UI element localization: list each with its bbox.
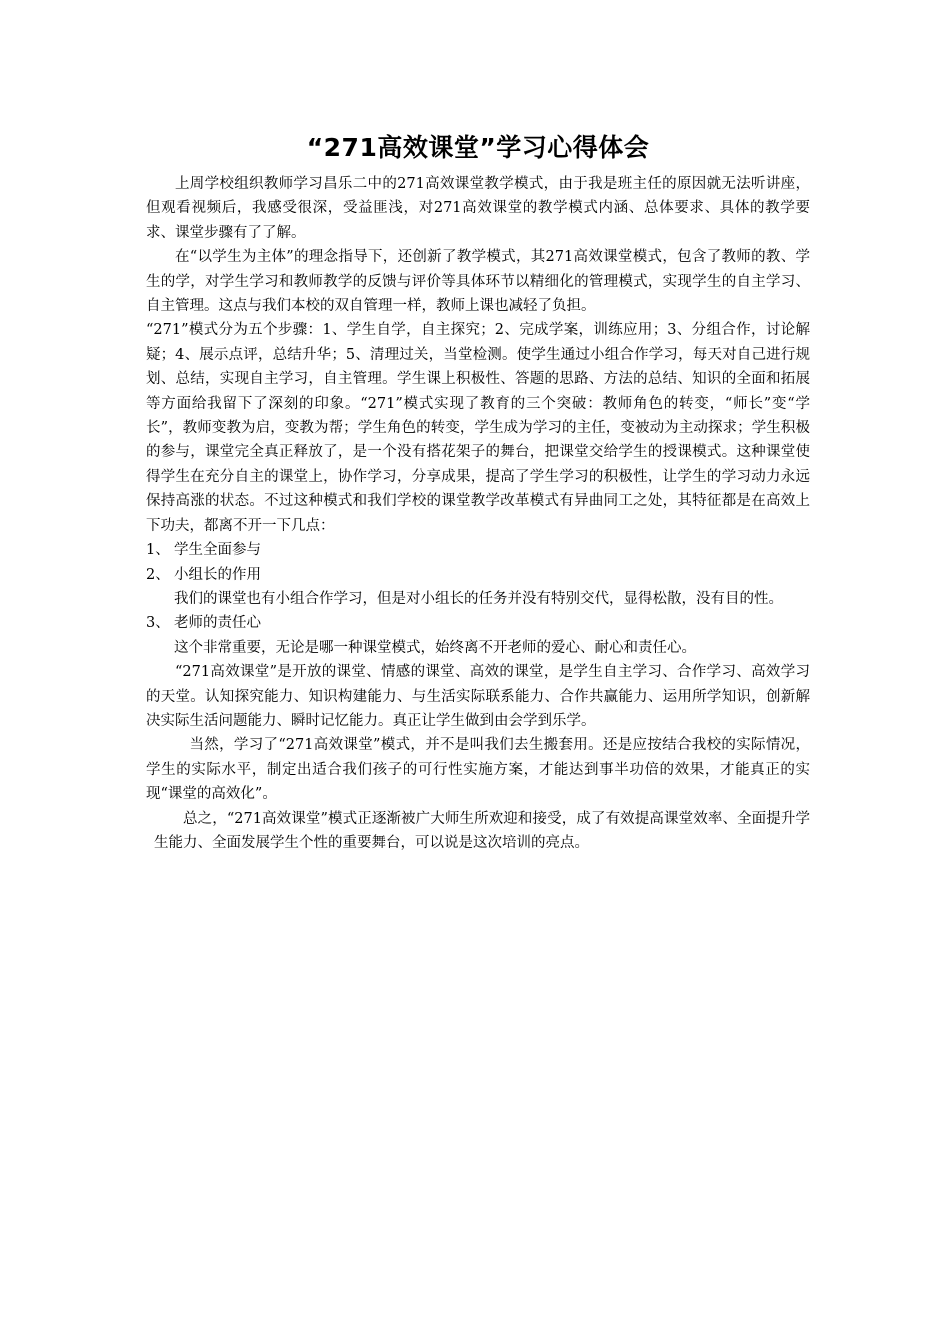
list-item-text: 学生全面参与	[174, 542, 261, 559]
document-title: “271高效课堂”学习心得体会	[306, 133, 650, 162]
document-page	[146, 128, 810, 855]
list-item-2	[146, 563, 810, 587]
list-item-3	[146, 611, 810, 635]
paragraph-open-classroom: “271高效课堂”是开放的课堂、情感的课堂、高效的课堂，是学生自主学习、合作学习、高效学习的天堂。认知探究能力、知识构建能力、与生活实际联系能力、合作共赢能力、运用所学知识，创新解决实际生活问题能力、瞬时记忆能力。真正让学生做到由会学到乐学。	[146, 664, 810, 729]
list-item-2-detail: 我们的课堂也有小组合作学习，但是对小组长的任务并没有特别交代，显得松散，没有目的性。	[174, 590, 783, 607]
paragraph-concept: 在“以学生为主体”的理念指导下，还创新了教学模式，其271高效课堂模式，包含了教师的教、学生的学，对学生学习和教师教学的反馈与评价等具体环节以精细化的管理模式，实现学生的自主学习、自主管理。这点与我们本校的双自管理一样，教师上课也减轻了负担。	[146, 249, 810, 315]
list-number: 1、	[146, 542, 170, 559]
list-number: 2、	[146, 566, 170, 583]
paragraph-conclusion: 总之，“271高效课堂”模式正逐渐被广大师生所欢迎和接受，成了有效提高课堂效率、全面提升学生能力、全面发展学生个性的重要舞台，可以说是这次培训的亮点。	[154, 810, 810, 851]
list-item-3-detail: 这个非常重要，无论是哪一种课堂模式，始终离不开老师的爱心、耐心和责任心。	[174, 639, 696, 656]
list-item-1	[146, 538, 810, 562]
paragraph-intro: 上周学校组织教师学习昌乐二中的271高效课堂教学模式，由于我是班主任的原因就无法听讲座，但观看视频后，我感受很深，受益匪浅，对271高效课堂的教学模式内涵、总体要求、具体的教学要求、课堂步骤有了了解。	[146, 176, 810, 241]
list-number: 3、	[146, 615, 170, 632]
paragraph-steps: “271”模式分为五个步骤：1、学生自学，自主探究；2、完成学案，训练应用；3、分组合作，讨论解疑；4、展示点评，总结升华；5、清理过关，当堂检测。使学生通过小组合作学习，每天对自己进行规划、总结，实现自主学习，自主管理。学生课上积极性、答题的思路、方法的总结、知识的全面和拓展等方面给我留下了深刻的印象。“271”模式实现了教育的三个突破：教师角色的转变，“师长”变“学长”，教师变教为启，变教为帮；学生角色的转变，学生成为学习的主任，变被动为主动探求；学生积极的参与，课堂完全真正释放了，是一个没有搭花架子的舞台，把课堂交给学生的授课模式。这种课堂使得学生在充分自主的课堂上，协作学习，分享成果，提高了学生学习的积极性，让学生的学习动力永远保持高涨的状态。不过这种模式和我们学校的课堂教学改革模式有异曲同工之处，其特征都是在高效上下功夫，都离不开一下几点：	[146, 322, 810, 534]
list-item-text: 小组长的作用	[174, 566, 261, 583]
list-item-text: 老师的责任心	[174, 615, 261, 632]
paragraph-application: 当然，学习了“271高效课堂”模式，并不是叫我们去生搬套用。还是应按结合我校的实际情况，学生的实际水平，制定出适合我们孩子的可行性实施方案，才能达到事半功倍的效果，才能真正的实现“课堂的高效化”。	[146, 737, 810, 803]
